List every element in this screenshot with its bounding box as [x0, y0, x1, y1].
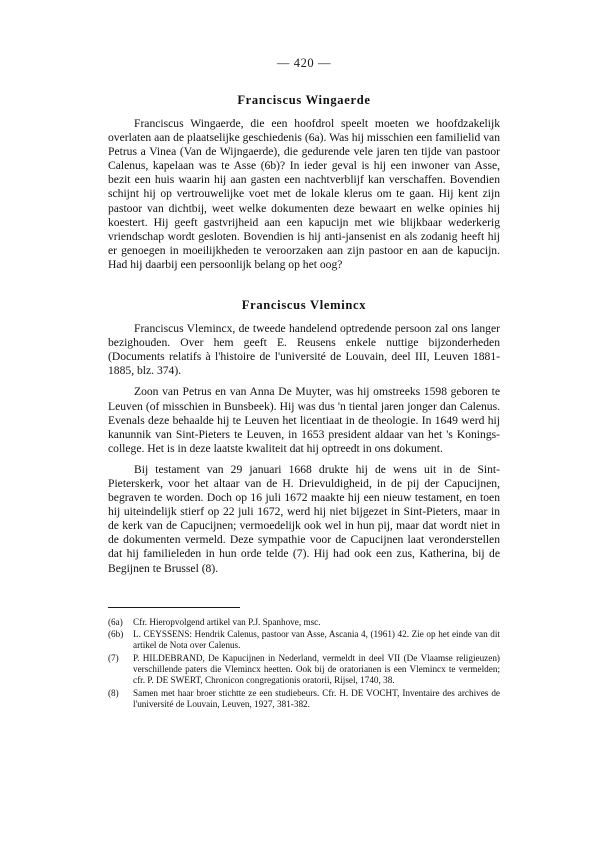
footnote-marker: (6a): [108, 616, 123, 627]
footnote-item: [108, 617, 500, 628]
footnote-marker: (6b): [108, 629, 124, 640]
footnote-text: P. HILDEBRAND, De Kapucijnen in Nederland, vermeldt in deel VII (De Vlaamse religieuzen) verschillende paters die Vlemincx heetten. Ook bij de oratorianen is een Vlemincx te vermelden; cfr. P. DE SWERT, Chronicon congregationis oratorii, Rijsel, 1740, 38.: [133, 652, 500, 686]
footnote-text: Samen met haar broer stichtte ze een studiebeurs. Cfr. H. DE VOCHT, Inventaire des archives de l'université de Louvain, Leuven, 1927, 381-382.: [133, 687, 500, 709]
section-title-vlemincx: Franciscus Vlemincx: [241, 298, 367, 313]
footnote-text: L. CEYSSENS: Hendrik Calenus, pastoor van Asse, Ascania 4, (1961) 42. Zie op het einde van dit artikel de Nota over Calenus.: [133, 629, 500, 651]
paragraph: Zoon van Petrus en van Anna De Muyter, was hij omstreeks 1598 geboren te Leuven (of misschien in Bunsbeek). Hij was dus 'n tiental jaren jonger dan Calenus. Evenals deze behaalde hij te Leuven het licentiaat in de theologie. In 1649 werd hij kanunnik van Sint-Pieters te Leuven, in 1653 president aldaar van het 's Konings-college. Het is in deze laatste kwaliteit dat hij optreedt in ons dokument.: [108, 385, 500, 455]
footnote-item: [108, 688, 500, 710]
paragraph: Franciscus Vlemincx, de tweede handelend optredende persoon zal ons langer bezighouden. Over hem geeft E. Reusens enkele nuttige bijzonderheden (Documents relatifs à l'histoire de l'université de Louvain, deel III, Leuven 1881-1885, blz. 374).: [108, 322, 500, 378]
footnote-marker: (8): [108, 687, 119, 698]
paragraph: Franciscus Wingaerde, die een hoofdrol speelt moeten we hoofdzakelijk overlaten aan de plaatselijke geschiedenis (6a). Was hij misschien een familielid van Petrus a Vinea (Van de Wijngaerde), die gedurende vele jaren ten tijde van pastoor Calenus, kapelaan was te Asse (6b)? In ieder geval is hij een inwoner van Asse, bezit een huis waarin hij aan gasten een nachtverblijf kan verschaffen. Bovendien schijnt hij op vertrouwelijke voet met de lokale klerus om te gaan. Hij kent zijn pastoor van dichtbij, weet welke dokumenten deze bewaart en welke opinies hij koestert. Hij geeft gastvrijheid aan een kapucijn met wie blijkbaar wederkerig vriendschap wordt gesloten. Bovendien is hij anti-jansenist en als zodanig heeft hij er genoegen in moeilijkheden te veroorzaken aan zijn pastoor en aan de kapucijn. Had hij daarbij een persoonlijk belang op het oog?: [108, 117, 500, 271]
footnote-text: Cfr. Hieropvolgend artikel van P.J. Spanhove, msc.: [133, 616, 321, 627]
footnotes: [108, 617, 500, 710]
paragraph: Bij testament van 29 januari 1668 drukte hij de wens uit in de Sint-Pieterskerk, voor het altaar van de H. Drievuldigheid, in de pij der Capucijnen, begraven te worden. Doch op 16 juli 1672 maakte hij een nieuw testament, en toen hij uiteindelijk stierf op 22 juli 1672, werd hij niet bijgezet in Sint-Pieters, maar in de kerk van de Capucijnen; vermoedelijk ook wel in hun pij, maar dat wordt niet in de dokumenten vermeld. Deze sympathie voor de Capucijnen laat veronderstellen dat hij familieleden in hun orde telde (7). Hij had ook een zus, Katherina, bij de Begijnen te Brussel (8).: [108, 462, 500, 575]
footnote-item: [108, 629, 500, 651]
footnote-item: [108, 653, 500, 686]
page-content: [108, 56, 500, 711]
page-number: — 420 —: [276, 56, 332, 70]
footnote-separator: [108, 607, 240, 608]
footnote-marker: (7): [108, 652, 119, 663]
section-title-wingaerde: Franciscus Wingaerde: [237, 93, 371, 107]
